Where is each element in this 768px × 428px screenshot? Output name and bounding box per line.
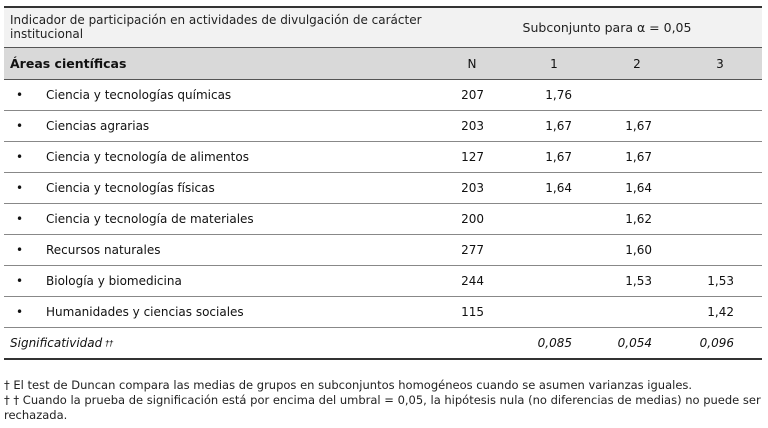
n-value: 203: [461, 119, 484, 133]
significance-subset-2: 0,054: [617, 336, 652, 350]
area-name: Ciencia y tecnología de alimentos: [46, 150, 249, 164]
column-header-subset-1: 1: [550, 56, 558, 71]
subset-2-value: 1,53: [625, 274, 652, 288]
duncan-table: [4, 6, 762, 360]
subset-2-value: 1,67: [625, 150, 652, 164]
table-row: [4, 266, 762, 297]
area-name: Ciencias agrarias: [46, 119, 150, 133]
subset-1-value: [504, 266, 572, 296]
significance-row: [4, 328, 762, 358]
subset-3-value: [666, 111, 734, 141]
footnote-1: † El test de Duncan compara las medias de grupos en subconjuntos homogéneos cuando se asumen varianzas iguales.: [4, 378, 693, 392]
n-value: 277: [461, 243, 484, 257]
subset-2-value: 1,60: [625, 243, 652, 257]
n-value: 200: [461, 212, 484, 226]
significance-subset-3: 0,096: [699, 336, 734, 350]
subset-1-value: [504, 235, 572, 265]
subset-header: Subconjunto para α = 0,05: [522, 20, 692, 35]
significance-subset-1: 0,085: [537, 336, 572, 350]
subset-1-value: [504, 204, 572, 234]
table-row: [4, 80, 762, 111]
subset-3-value: 1,42: [707, 305, 734, 319]
table-row: [4, 111, 762, 142]
column-header-n: N: [467, 56, 477, 71]
table-row: [4, 204, 762, 235]
subset-1-value: [504, 297, 572, 327]
subset-1-value: 1,76: [545, 88, 572, 102]
column-header-subset-2: 2: [633, 56, 641, 71]
subset-2-value: 1,67: [625, 119, 652, 133]
significance-label-text: Significatividad: [10, 336, 103, 350]
table-row: [4, 235, 762, 266]
area-name: Humanidades y ciencias sociales: [46, 305, 244, 319]
area-name: Recursos naturales: [46, 243, 161, 257]
subset-3-value: [666, 173, 734, 203]
significance-label: [10, 328, 113, 358]
footnotes: [4, 378, 762, 423]
n-value: 203: [461, 181, 484, 195]
subset-2-value: [584, 297, 652, 327]
subset-1-value: 1,67: [545, 150, 572, 164]
n-value: 127: [461, 150, 484, 164]
subset-2-value: 1,64: [625, 181, 652, 195]
area-name: Biología y biomedicina: [46, 274, 182, 288]
subset-2-value: [584, 80, 652, 110]
subset-3-value: 1,53: [707, 274, 734, 288]
column-header-subset-3: 3: [716, 56, 724, 71]
area-name: Ciencia y tecnologías químicas: [46, 88, 232, 102]
n-value: 115: [461, 305, 484, 319]
subset-3-value: [666, 80, 734, 110]
table-title: Indicador de participación en actividades de divulgación de carácter institucional: [10, 13, 422, 41]
significance-mark: ††: [105, 338, 114, 348]
n-value: 244: [461, 274, 484, 288]
n-value: 207: [461, 88, 484, 102]
subset-1-value: 1,64: [545, 181, 572, 195]
bullet-marker: •: [16, 181, 24, 195]
bullet-marker: •: [16, 88, 24, 102]
bullet-marker: •: [16, 212, 24, 226]
area-name: Ciencia y tecnología de materiales: [46, 212, 254, 226]
subset-1-value: 1,67: [545, 119, 572, 133]
subset-3-value: [666, 204, 734, 234]
table-header-columns: [4, 48, 762, 80]
subset-3-value: [666, 235, 734, 265]
column-header-area: Áreas científicas: [10, 56, 127, 71]
table-body: [4, 80, 762, 328]
footnote-2: † † Cuando la prueba de significación está por encima del umbral = 0,05, la hipótesis nula (no diferencias de medias) no puede ser rechazada.: [4, 393, 761, 422]
table-row: [4, 142, 762, 173]
subset-2-value: 1,62: [625, 212, 652, 226]
bullet-marker: •: [16, 119, 24, 133]
bullet-marker: •: [16, 274, 24, 288]
table-header-top: [4, 8, 762, 48]
area-name: Ciencia y tecnologías físicas: [46, 181, 215, 195]
subset-3-value: [666, 142, 734, 172]
table-row: [4, 297, 762, 328]
table-row: [4, 173, 762, 204]
bullet-marker: •: [16, 305, 24, 319]
bullet-marker: •: [16, 243, 24, 257]
bullet-marker: •: [16, 150, 24, 164]
